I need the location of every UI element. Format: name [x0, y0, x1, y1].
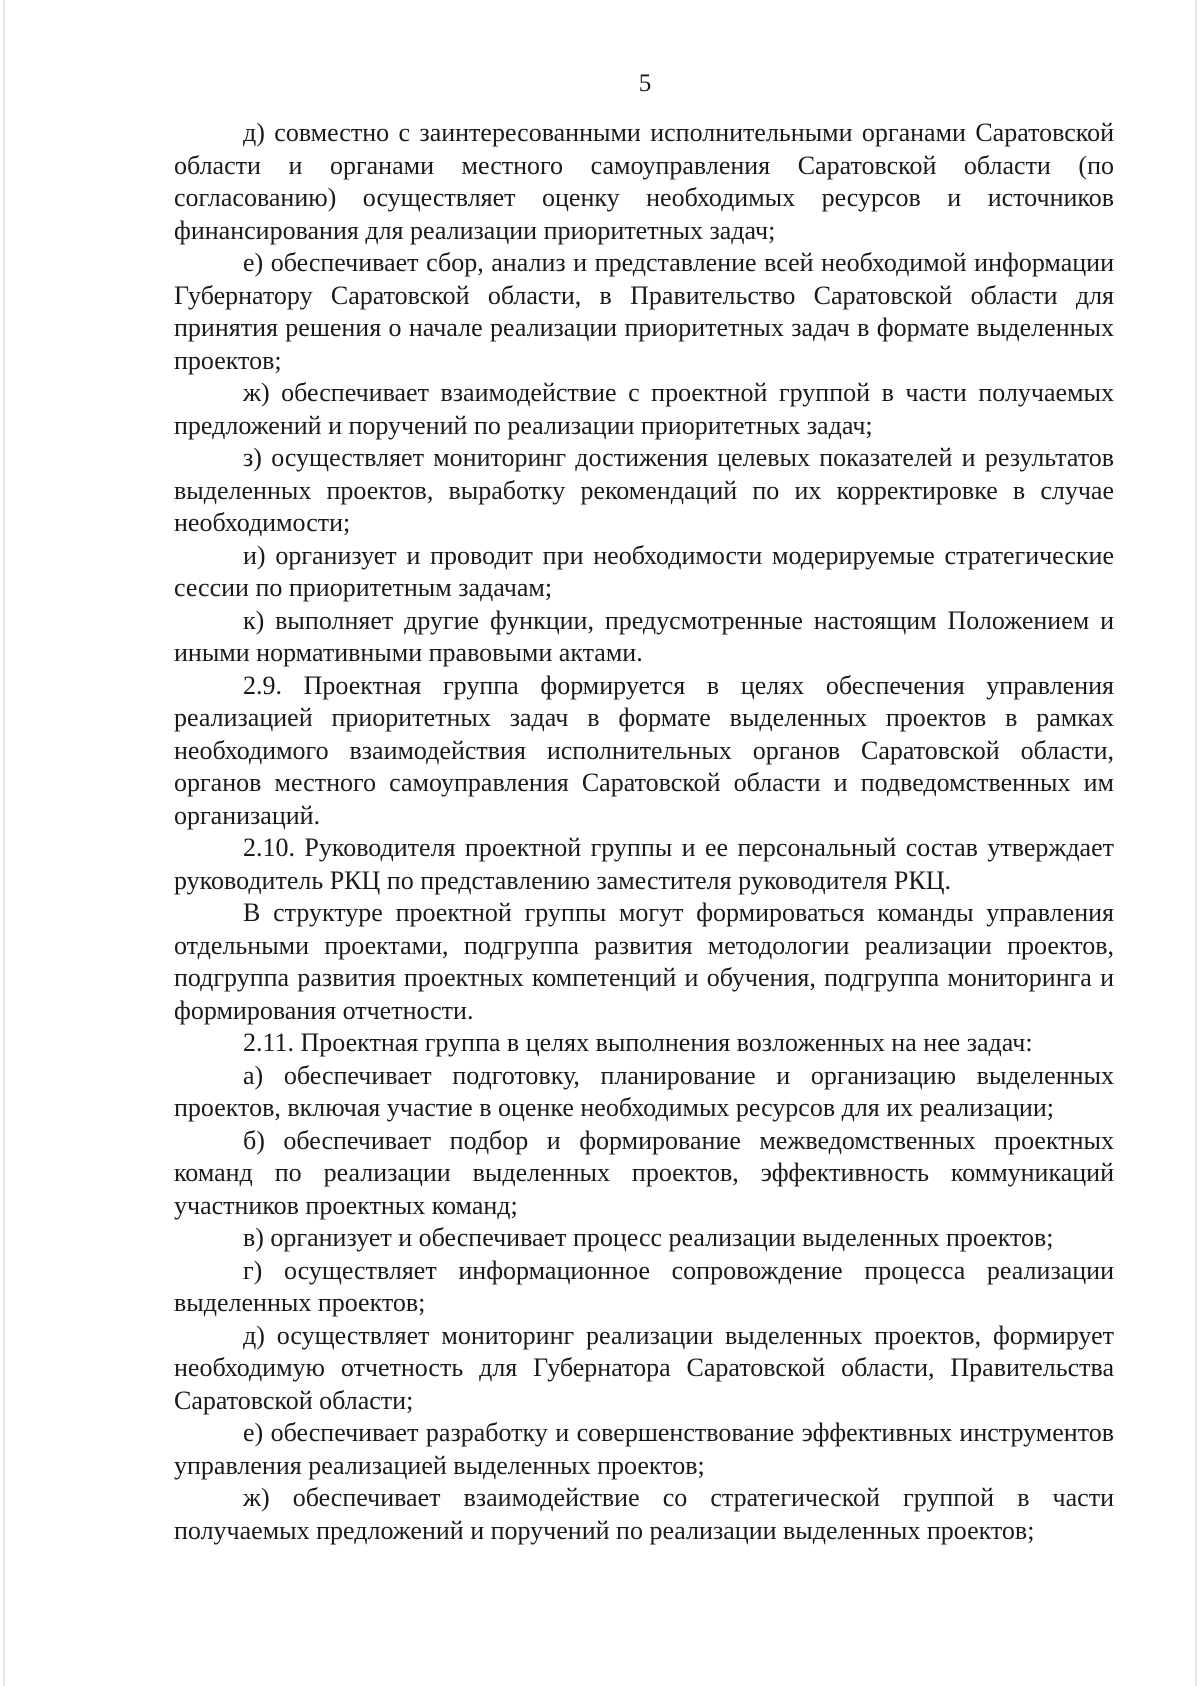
document-body: [174, 117, 1114, 1547]
paragraph-b-project: б) обеспечивает подбор и формирование межведомственных проектных команд по реализации выделенных проектов, эффективность коммуникаций участников проектных команд;: [174, 1125, 1114, 1220]
paragraph-d-project: д) осуществляет мониторинг реализации выделенных проектов, формирует необходимую отчетность для Губернатора Саратовской области, Правительства Саратовской области;: [174, 1320, 1114, 1415]
paragraph-zh-project: ж) обеспечивает взаимодействие со стратегической группой в части получаемых предложений и поручений по реализации выделенных проектов;: [174, 1483, 1114, 1545]
paragraph-zh-strategic: ж) обеспечивает взаимодействие с проектной группой в части получаемых предложений и поручений по реализации приоритетных задач;: [174, 378, 1114, 440]
paragraph-2-11: 2.11. Проектная группа в целях выполнения возложенных на нее задач:: [243, 1028, 1033, 1057]
scan-edge-left: [3, 0, 5, 1686]
paragraph-2-9: 2.9. Проектная группа формируется в целях обеспечения управления реализацией приоритетных задач в формате выделенных проектов в рамках необходимого взаимодействия исполнительных органов Саратовской области, органов местного самоуправления Саратовской области и подведомственных им организаций.: [174, 670, 1114, 830]
paragraph-k-strategic: к) выполняет другие функции, предусмотренные настоящим Положением и иными нормативными правовыми актами.: [174, 605, 1114, 667]
paragraph-2-10: 2.10. Руководителя проектной группы и ее персональный состав утверждает руководитель РКЦ по представлению заместителя руководителя РКЦ.: [174, 833, 1114, 895]
paragraph-i-strategic: и) организует и проводит при необходимости модерируемые стратегические сессии по приоритетным задачам;: [174, 540, 1114, 602]
paragraph-z-strategic: з) осуществляет мониторинг достижения целевых показателей и результатов выделенных проектов, выработку рекомендаций по их корректировке в случае необходимости;: [174, 443, 1114, 537]
paragraph-project-group-structure: В структуре проектной группы могут формироваться команды управления отдельными проектами, подгруппа развития методологии реализации проектов, подгруппа развития проектных компетенций и обучения, подгруппа мониторинга и формирования отчетности.: [174, 898, 1114, 1025]
paragraph-v-project: в) организует и обеспечивает процесс реализации выделенных проектов;: [243, 1223, 1054, 1252]
paragraph-a-project: а) обеспечивает подготовку, планирование и организацию выделенных проектов, включая участие в оценке необходимых ресурсов для их реализации;: [174, 1060, 1114, 1122]
scan-edge-right: [1195, 0, 1197, 1686]
paragraph-e-strategic: е) обеспечивает сбор, анализ и представление всей необходимой информации Губернатору Саратовской области, в Правительство Саратовской области для принятия решения о начале реализации приоритетных задач в формате выделенных проектов;: [174, 248, 1114, 375]
page-number: 5: [638, 70, 652, 97]
paragraph-g-project: г) осуществляет информационное сопровождение процесса реализации выделенных проектов;: [174, 1255, 1114, 1317]
paragraph-e-project: е) обеспечивает разработку и совершенствование эффективных инструментов управления реализацией выделенных проектов;: [174, 1418, 1114, 1480]
paragraph-d-strategic: д) совместно с заинтересованными исполнительными органами Саратовской области и органами местного самоуправления Саратовской области (по согласованию) осуществляет оценку необходимых ресурсов и источников финансирования для реализации приоритетных задач;: [174, 118, 1114, 245]
